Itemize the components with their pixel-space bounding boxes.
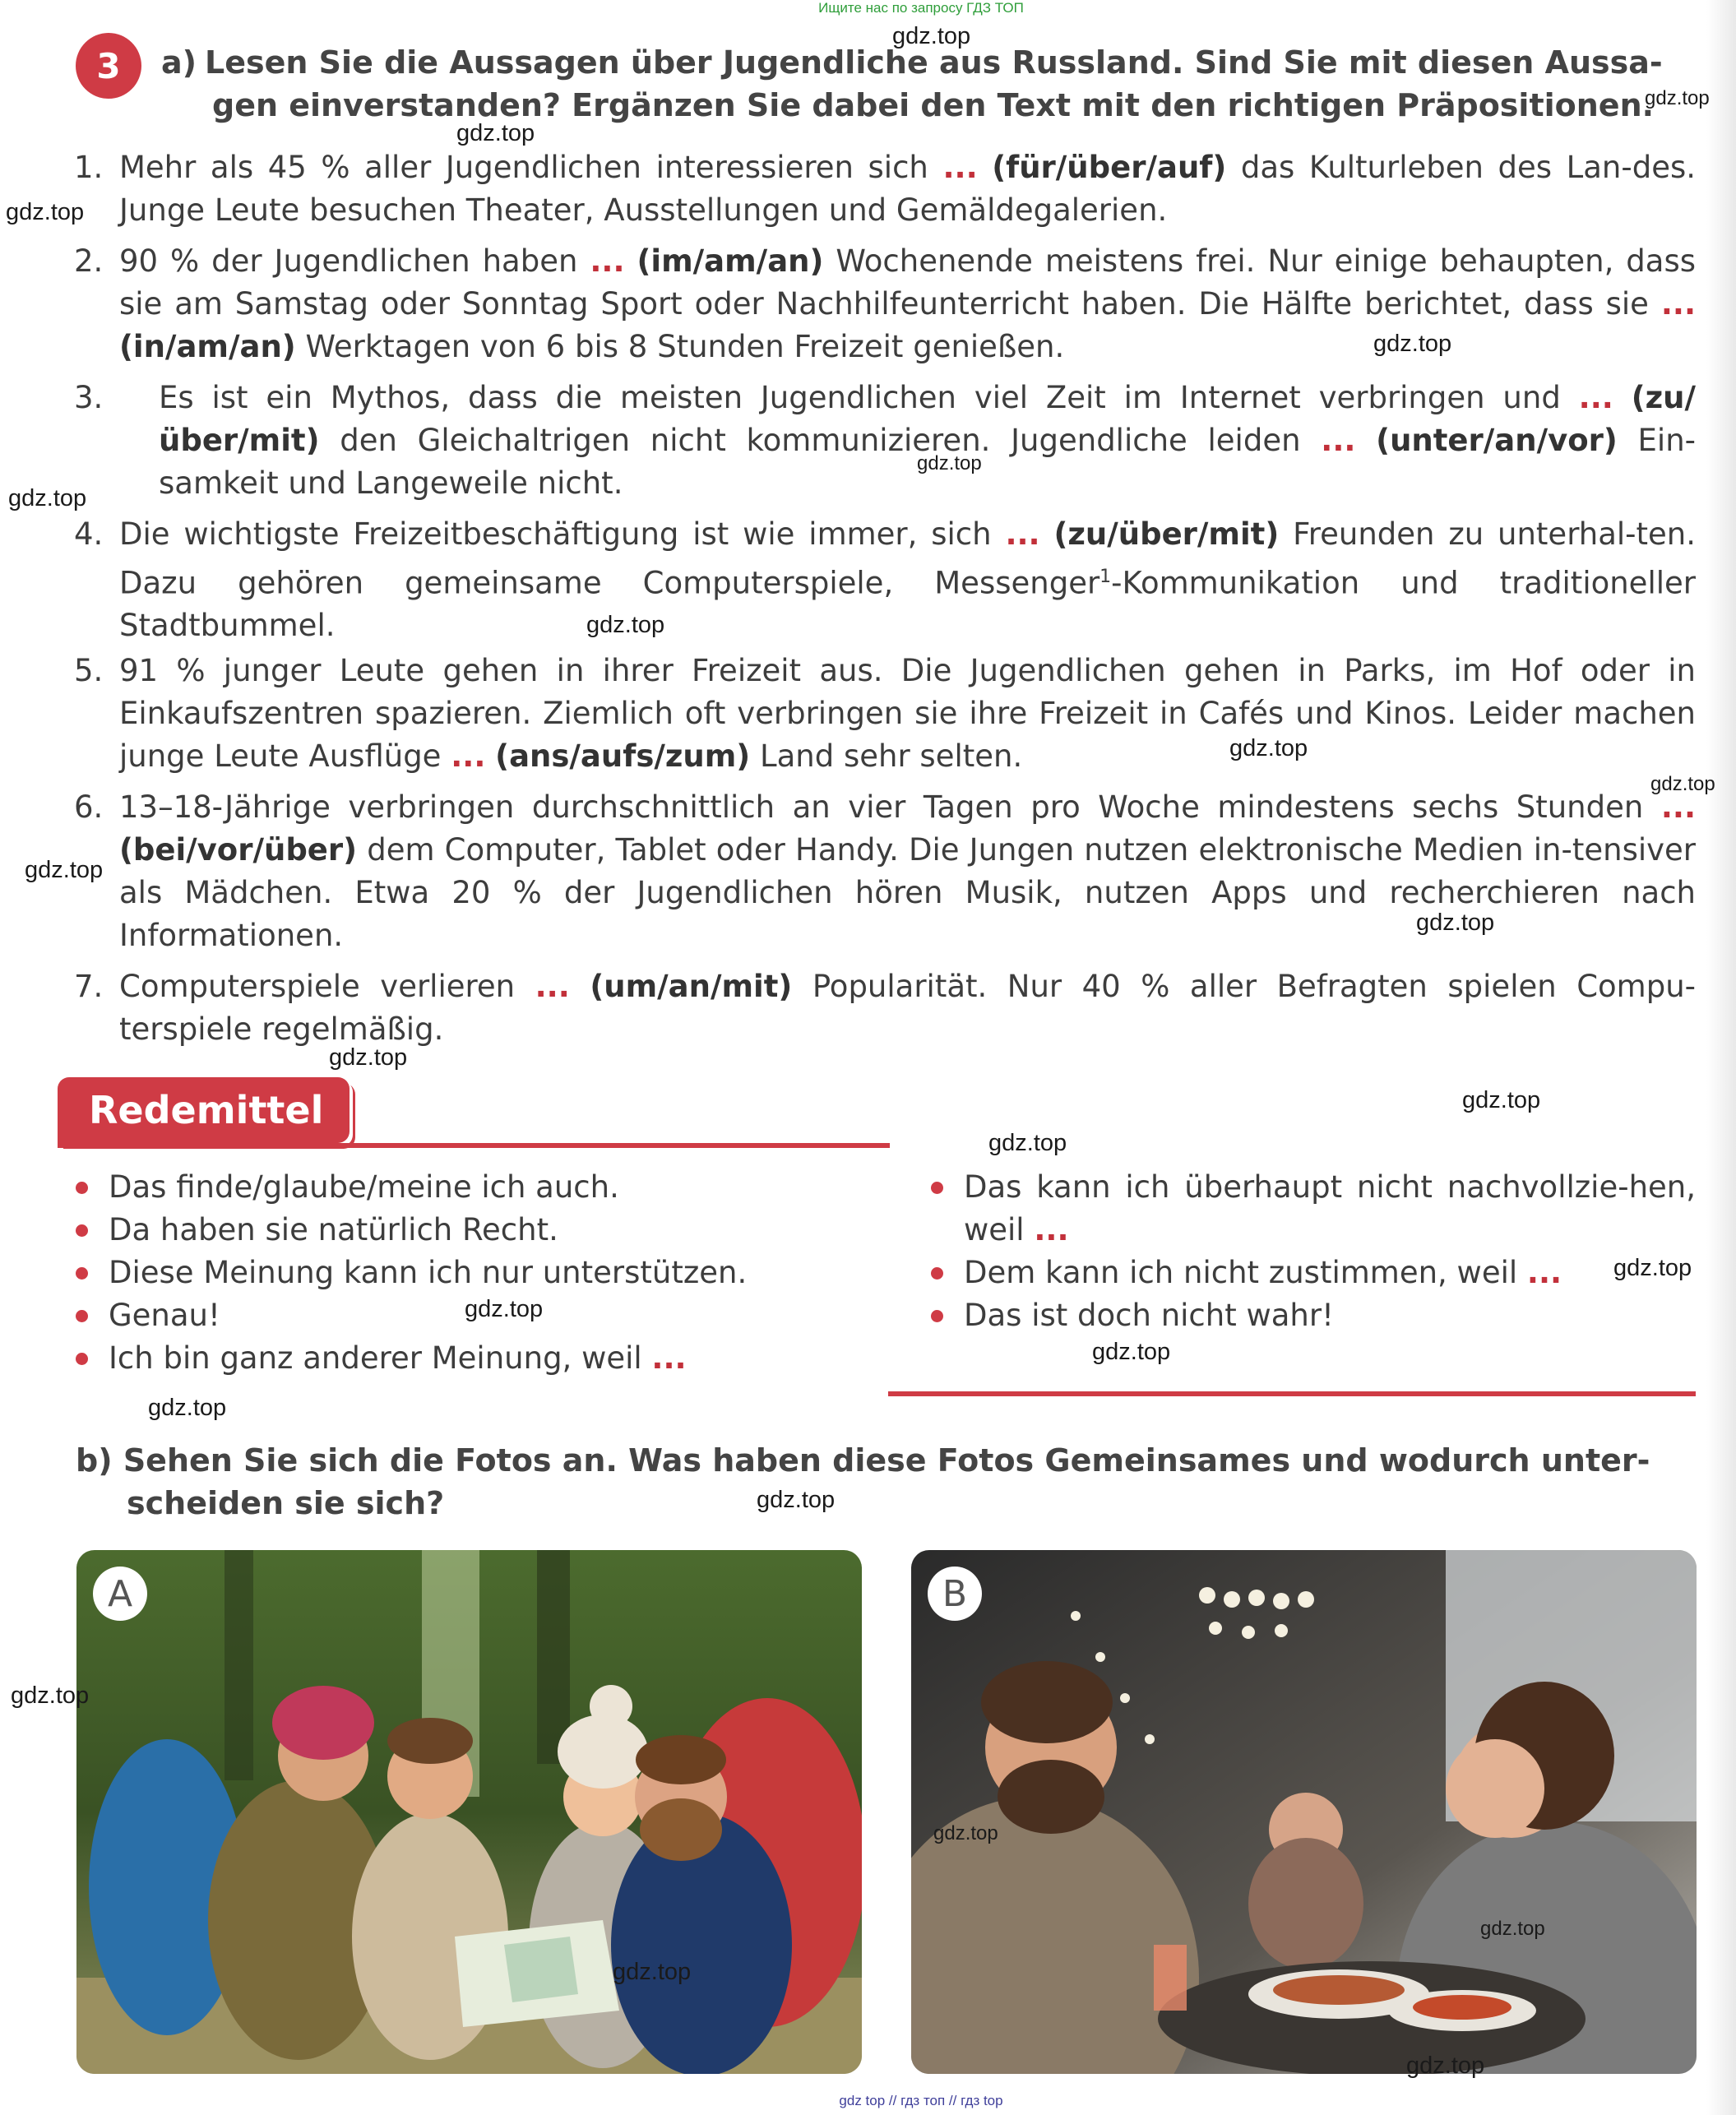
gap-dots: ... [651,1340,687,1376]
statement-1 [74,146,1696,232]
watermark: gdz.top [1373,331,1452,357]
preposition-options: (unter/an/vor) [1376,423,1618,458]
gap-dots: ... [1005,516,1040,552]
watermark: gdz.top [917,452,982,474]
watermark: gdz.top [933,1822,998,1844]
statement-3-text [159,377,1696,505]
statement-1-text [119,146,1696,232]
phrase-text: Diese Meinung kann ich nur unterstützen. [109,1255,748,1290]
statement-2-text [119,240,1696,368]
watermark: gdz.top [465,1296,544,1322]
phrase-text [964,1166,1696,1252]
redemittel-bottom-rule [888,1391,1696,1396]
photo-b-letter: B [928,1567,982,1621]
statement-6-number: 6. [74,789,104,825]
statement-3-part1: Es ist ein Mythos, dass die meisten Jugendlichen viel Zeit im Internet verbringen und [159,380,1561,415]
phrase-text-part: Dem kann ich nicht zustimmen, weil [964,1255,1518,1290]
phrase-agree-1 [76,1166,849,1209]
phrase-disagree-3 [931,1252,1696,1294]
watermark: gdz.top [1613,1255,1692,1281]
redemittel-title: Redemittel [58,1077,350,1143]
watermark: gdz.top [25,857,104,883]
bullet [76,1182,88,1194]
statement-7-part1: Computerspiele verlieren [119,969,516,1004]
gap-dots: ... [590,243,625,279]
bullet [76,1267,88,1280]
preposition-options: (zu/über/mit) [1053,516,1280,552]
gap-dots: ... [451,738,486,774]
statement-6-part1: 13–18-Jährige verbringen durchschnittlich an vier Tagen pro Woche mindestens sechs Stunden [119,789,1644,825]
preposition-options: (bei/vor/über) [119,832,358,868]
statement-3-number: 3. [74,380,104,415]
watermark: gdz.top [1480,1918,1545,1940]
watermark: gdz.top [11,1682,90,1709]
photo-a-letter: A [93,1567,147,1621]
gap-dots: ... [1034,1212,1069,1247]
watermark: gdz.top [1416,909,1495,936]
phrase-text [964,1252,1696,1294]
watermark: gdz.top [8,485,87,511]
watermark: gdz.top [6,199,85,225]
photo-a-hikers [76,1550,862,2074]
statement-7-part2: Popularität. Nur 40 % aller Befragten spielen Compu-terspiele regelmäßig. [119,969,1696,1047]
phrase-agree-3 [76,1252,849,1294]
phrase-agree-4 [76,1294,849,1337]
phrase-text: Genau! [109,1298,220,1333]
gap-dots: ... [942,150,978,185]
bullet [76,1353,88,1365]
statement-3-part2: den Gleichaltrigen nicht kommunizieren. Jugendliche leiden [340,423,1301,458]
preposition-options: (ans/aufs/zum) [495,738,751,774]
top-note: Ищите нас по запросу ГДЗ ТОП [818,0,1024,16]
phrase-text: Da haben sie natürlich Recht. [109,1212,558,1247]
gap-dots: ... [1660,286,1696,322]
gap-dots: ... [1660,789,1696,825]
bullet [76,1310,88,1322]
task-b-label: b) [76,1442,113,1479]
statement-2-part2: Wochenende meistens frei. Nur einige behaupten, dass sie am Samstag oder Sonntag Sport oder Nachhilfeunterricht haben. Die Hälfte berichtet, dass sie [119,243,1697,322]
statement-2-number: 2. [74,243,104,279]
task-b-heading [76,1439,1696,1525]
preposition-options: (zu/über/mit) [159,380,1696,458]
statement-3 [74,377,1696,505]
phrase-text: Das finde/glaube/meine ich auch. [109,1169,619,1205]
watermark: gdz.top [1092,1339,1171,1365]
phrase-text [109,1337,849,1380]
watermark: gdz.top [757,1487,836,1513]
watermark: gdz.top [892,23,971,49]
phrase-disagree-1 [76,1337,849,1380]
statement-5-text [119,650,1696,778]
watermark: gdz.top [1462,1087,1541,1113]
watermark: gdz.top [1229,735,1308,761]
statement-5-number: 5. [74,653,104,688]
preposition-options: (in/am/an) [119,329,296,364]
gap-dots: ... [1526,1255,1562,1290]
statement-2-part1: 90 % der Jugendlichen haben [119,243,578,279]
page-edge-shadow [1706,0,1736,2115]
statement-5-part2: Land sehr selten. [759,738,1023,774]
statement-3-part3: Ein-samkeit und Langeweile nicht. [159,423,1696,501]
photo-b-restaurant [911,1550,1697,2074]
phrase-text: Das ist doch nicht wahr! [964,1298,1334,1333]
gap-dots: ... [1321,423,1356,458]
watermark: gdz.top [586,612,665,638]
statement-7-text [119,965,1696,1051]
photo-b-illustration [911,1550,1697,2074]
watermark: gdz.top [1650,773,1715,795]
bullet [76,1224,88,1237]
watermark: gdz.top [1645,87,1710,109]
statement-1-part2: das Kulturleben des Lan-des. Junge Leute besuchen Theater, Ausstellungen und Gemäldegalerien. [119,150,1697,228]
statement-4-text [119,513,1696,647]
statement-4 [74,513,1696,647]
watermark: gdz.top [1406,2053,1485,2079]
exercise-number-badge: 3 [76,33,141,99]
bullet [931,1267,943,1280]
task-a-line2: gen einverstanden? Ergänzen Sie dabei den Text mit den richtigen Präpositionen. [212,87,1655,123]
footer-watermark: gdz top // гдз топ // гдз top [839,2093,1003,2108]
redemittel-top-rule [58,1143,890,1148]
statement-2 [74,240,1696,368]
task-b-line2: scheiden sie sich? [127,1485,445,1521]
task-a-line1: Lesen Sie die Aussagen über Jugendliche aus Russland. Sind Sie mit diesen Aussa- [205,44,1663,81]
task-a-label: a) [161,44,197,81]
watermark: gdz.top [613,1959,692,1985]
preposition-options: (um/an/mit) [590,969,793,1004]
preposition-options: (für/über/auf) [992,150,1227,185]
phrase-disagree-4 [931,1294,1696,1337]
statement-7-number: 7. [74,969,104,1004]
statement-7 [74,965,1696,1051]
bullet [931,1310,943,1322]
statement-1-part1: Mehr als 45 % aller Jugendlichen interessieren sich [119,150,928,185]
footnote-marker: 1 [1099,567,1112,587]
phrase-disagree-2 [931,1166,1696,1252]
statement-1-number: 1. [74,150,104,185]
statement-4-number: 4. [74,516,104,552]
gap-dots: ... [535,969,570,1004]
task-a-heading [161,41,1695,127]
preposition-options: (im/am/an) [637,243,824,279]
phrase-agree-2 [76,1209,849,1252]
task-b-line1: Sehen Sie sich die Fotos an. Was haben diese Fotos Gemeinsames und wodurch unter- [123,1442,1650,1479]
statement-4-part1: Die wichtigste Freizeitbeschäftigung ist wie immer, sich [119,516,992,552]
statement-2-part3: Werktagen von 6 bis 8 Stunden Freizeit genießen. [305,329,1065,364]
statement-5 [74,650,1696,778]
phrase-text-part: Das kann ich überhaupt nicht nachvollzie-hen, weil [964,1169,1696,1247]
gap-dots: ... [1578,380,1613,415]
statement-4-part3: -Kommunikation und traditioneller Stadtbummel. [119,565,1696,644]
bullet [931,1182,943,1194]
watermark: gdz.top [148,1395,227,1421]
watermark: gdz.top [456,120,535,146]
statement-4-part2: Freunden zu unterhal-ten. Dazu gehören gemeinsame Computerspiele, Messenger [119,516,1696,601]
statement-5-part1: 91 % junger Leute gehen in ihrer Freizeit aus. Die Jugendlichen gehen in Parks, im Hof oder in Einkaufszentren spazieren. Ziemlich oft verbringen sie ihre Freizeit in Cafés und Kinos. Leider machen junge Leute Ausflüge [119,653,1696,774]
phrase-text-part: Ich bin ganz anderer Meinung, weil [109,1340,642,1376]
statement-6-part2: dem Computer, Tablet oder Handy. Die Jungen nutzen elektronische Medien in-tensiver als Mädchen. Etwa 20 % der Jugendlichen hören Musik, nutzen Apps und recherchieren nach Informationen. [119,832,1696,953]
watermark: gdz.top [988,1130,1067,1156]
watermark: gdz.top [329,1044,408,1071]
photo-a-illustration [76,1550,862,2074]
